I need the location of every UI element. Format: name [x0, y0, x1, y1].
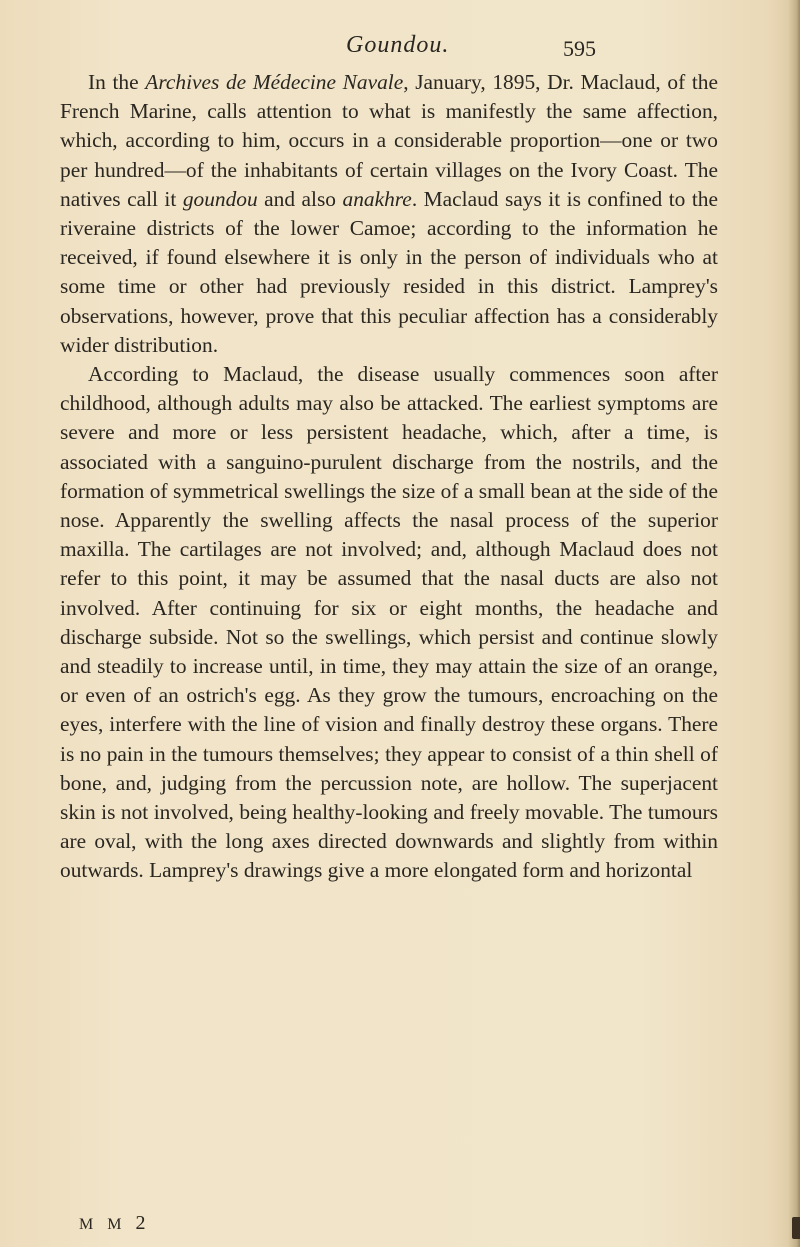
body-text — [60, 68, 718, 886]
page-number: 595 — [563, 36, 596, 61]
paragraph-2: According to Maclaud, the disease usually commences soon after childhood, although adults may also be attacked. The earliest symptoms are severe and more or less persistent headache, which, after a time, is associated with a sanguino-purulent discharge from the nostrils, and the formation of symmetrical swellings the size of a small bean at the side of the nose. Apparently the swelling affects the nasal process of the superior maxilla. The cartilages are not involved; and, although Maclaud does not refer to this point, it may be assumed that the nasal ducts are also not involved. After continuing for six or eight months, the headache and discharge subside. Not so the swellings, which persist and continue slowly and steadily to increase until, in time, they may attain the size of an orange, or even of an ostrich's egg. As they grow the tumours, encroaching on the eyes, interfere with the line of vision and finally destroy these organs. There is no pain in the tumours themselves; they appear to consist of a thin shell of bone, and, judging from the percussion note, are hollow. The superjacent skin is not involved, being healthy-looking and freely movable. The tumours are oval, with the long axes directed downwards and slightly from within outwards. Lamprey's drawings give a more elongated form and horizontal — [60, 362, 718, 883]
running-head: Goundou. — [346, 32, 450, 58]
term-goundou: goundou — [182, 186, 258, 211]
signature-letters: M M — [79, 1216, 127, 1233]
paragraph-1-text-c: and also — [257, 186, 343, 211]
paragraph-1-text-b: , January, 1895, Dr. Maclaud, of the French Marine, calls attention to what is manifestly the same affection, which, according to him, occurs in a considerable proportion—one or two per hundred—of the inhabitants of certain villages on the Ivory Coast. The natives call it — [60, 70, 719, 211]
paragraph-1-text-d: . Maclaud says it is confined to the riveraine districts of the lower Camoe; according to the information he received, if found elsewhere it is only in the person of individuals who at some time or other had previously resided in this district. Lamprey's observations, however, prove that this peculiar affection has a considerably wider distribution. — [60, 186, 718, 357]
page-corner-mark — [792, 1217, 800, 1239]
page-header — [0, 30, 800, 70]
paragraph-1-text-a: In the — [88, 70, 146, 94]
paragraph-1 — [60, 68, 718, 360]
signature-number: 2 — [135, 1212, 146, 1234]
page-edge-shadow — [788, 0, 800, 1247]
term-anakhre: anakhre — [342, 186, 412, 211]
signature-mark — [79, 1212, 145, 1235]
journal-title: Archives de Médecine Navale — [145, 70, 404, 94]
